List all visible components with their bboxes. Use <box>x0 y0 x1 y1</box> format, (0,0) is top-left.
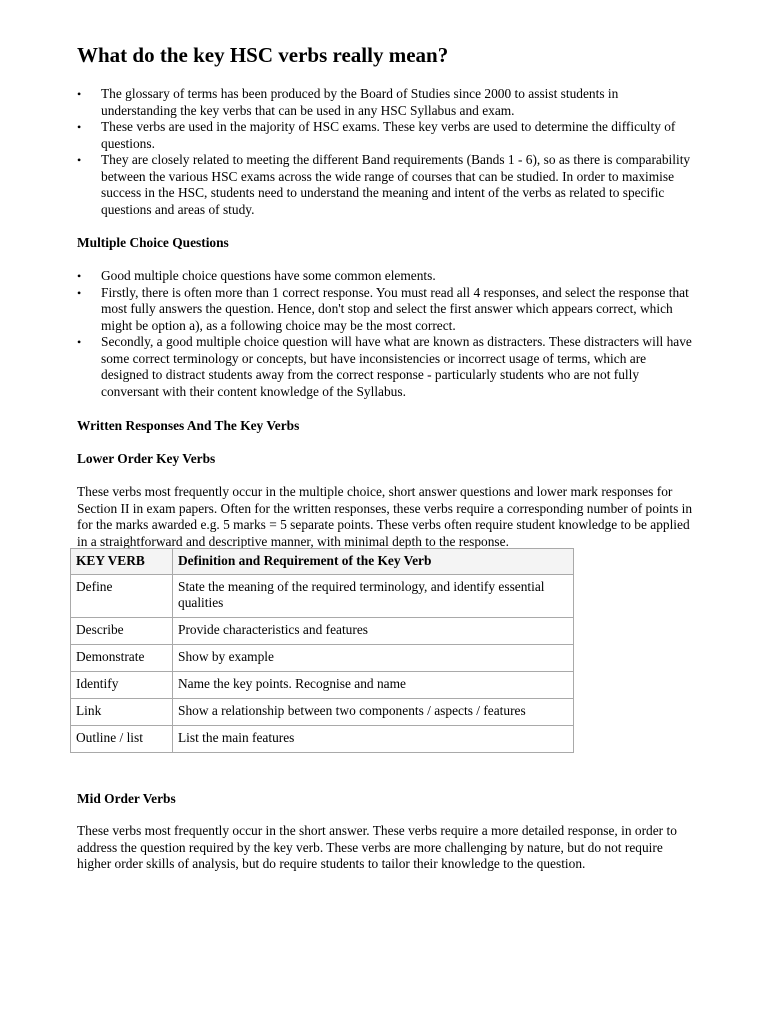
intro-section <box>77 86 697 218</box>
table-row <box>71 574 574 617</box>
verb-cell: Link <box>71 698 173 725</box>
bullet-text: The glossary of terms has been produced by the Board of Studies since 2000 to assist students in understanding the key verbs that can be used in any HSC Syllabus and exam. <box>101 86 619 118</box>
verb-cell: Demonstrate <box>71 644 173 671</box>
table-row <box>71 698 574 725</box>
verb-cell: Define <box>71 574 173 617</box>
bullet-text: These verbs are used in the majority of HSC exams. These key verbs are used to determine the difficulty of questions. <box>101 119 676 151</box>
bullet-icon: • <box>77 120 82 134</box>
definition-cell: Name the key points. Recognise and name <box>173 671 574 698</box>
bullet-text: Good multiple choice questions have some common elements. <box>101 268 436 283</box>
table-row <box>71 617 574 644</box>
verb-cell: Identify <box>71 671 173 698</box>
lower-order-paragraph: These verbs most frequently occur in the multiple choice, short answer questions and lower mark responses for Section II in exam papers. Often for the written responses, these verbs require a corresponding number of points in for the marks awarded e.g. 5 marks = 5 separate points. These verbs often require student knowledge to be applied in a straightforward and descriptive manner, with minimal depth to the response. <box>77 484 693 549</box>
mid-order-heading: Mid Order Verbs <box>77 791 176 806</box>
page-title: What do the key HSC verbs really mean? <box>77 43 449 67</box>
definition-cell: Show a relationship between two components / aspects / features <box>173 698 574 725</box>
column-header-verb: KEY VERB <box>71 549 173 575</box>
bullet-icon: • <box>77 269 82 283</box>
bullet-text: Firstly, there is often more than 1 correct response. You must read all 4 responses, and select the response that most fully answers the question. Hence, don't stop and select the first answer which appears correct, which might be option a), as a following choice may be the most correct. <box>101 284 689 333</box>
list-item <box>77 285 697 335</box>
list-item <box>77 268 697 285</box>
mcq-heading: Multiple Choice Questions <box>77 235 229 250</box>
list-item <box>77 119 697 152</box>
intro-bullet-list <box>77 86 697 218</box>
list-item <box>77 334 697 400</box>
bullet-text: Secondly, a good multiple choice question will have what are known as distracters. These distracters will have some correct terminology or concepts, but have inconsistencies or incorrect usage of terms, which are designed to distract students away from the correct response - particularly students who are not fully conversant with their content knowledge of the Syllabus. <box>101 334 692 399</box>
verb-cell: Describe <box>71 617 173 644</box>
definition-cell: Show by example <box>173 644 574 671</box>
definition-cell: Provide characteristics and features <box>173 617 574 644</box>
column-header-definition: Definition and Requirement of the Key Verb <box>173 549 574 575</box>
list-item <box>77 152 697 218</box>
bullet-text: They are closely related to meeting the different Band requirements (Bands 1 - 6), so as there is comparability between the various HSC exams across the wide range of courses that can be studied. In order to maximise success in the HSC, students need to understand the meaning and intent of the verbs as related to specific questions and areas of study. <box>101 152 691 217</box>
table-row <box>71 671 574 698</box>
table-header-row <box>71 549 574 575</box>
verb-cell: Outline / list <box>71 725 173 752</box>
table-row <box>71 644 574 671</box>
key-verbs-table <box>70 548 574 753</box>
mcq-bullet-list <box>77 268 697 400</box>
list-item <box>77 86 697 119</box>
mid-order-paragraph: These verbs most frequently occur in the short answer. These verbs require a more detailed response, in order to address the question required by the key verb. These verbs are more challenging by nature, but do not require higher order skills of analysis, but do require students to tailor their knowledge to the question. <box>77 823 677 871</box>
bullet-icon: • <box>77 87 82 101</box>
bullet-icon: • <box>77 153 82 167</box>
bullet-icon: • <box>77 285 82 300</box>
lower-order-heading: Lower Order Key Verbs <box>77 451 216 466</box>
definition-cell: List the main features <box>173 725 574 752</box>
mcq-section <box>77 268 697 400</box>
bullet-icon: • <box>77 335 82 349</box>
written-responses-heading: Written Responses And The Key Verbs <box>77 418 300 433</box>
table-row <box>71 725 574 752</box>
definition-cell: State the meaning of the required terminology, and identify essential qualities <box>173 574 574 617</box>
